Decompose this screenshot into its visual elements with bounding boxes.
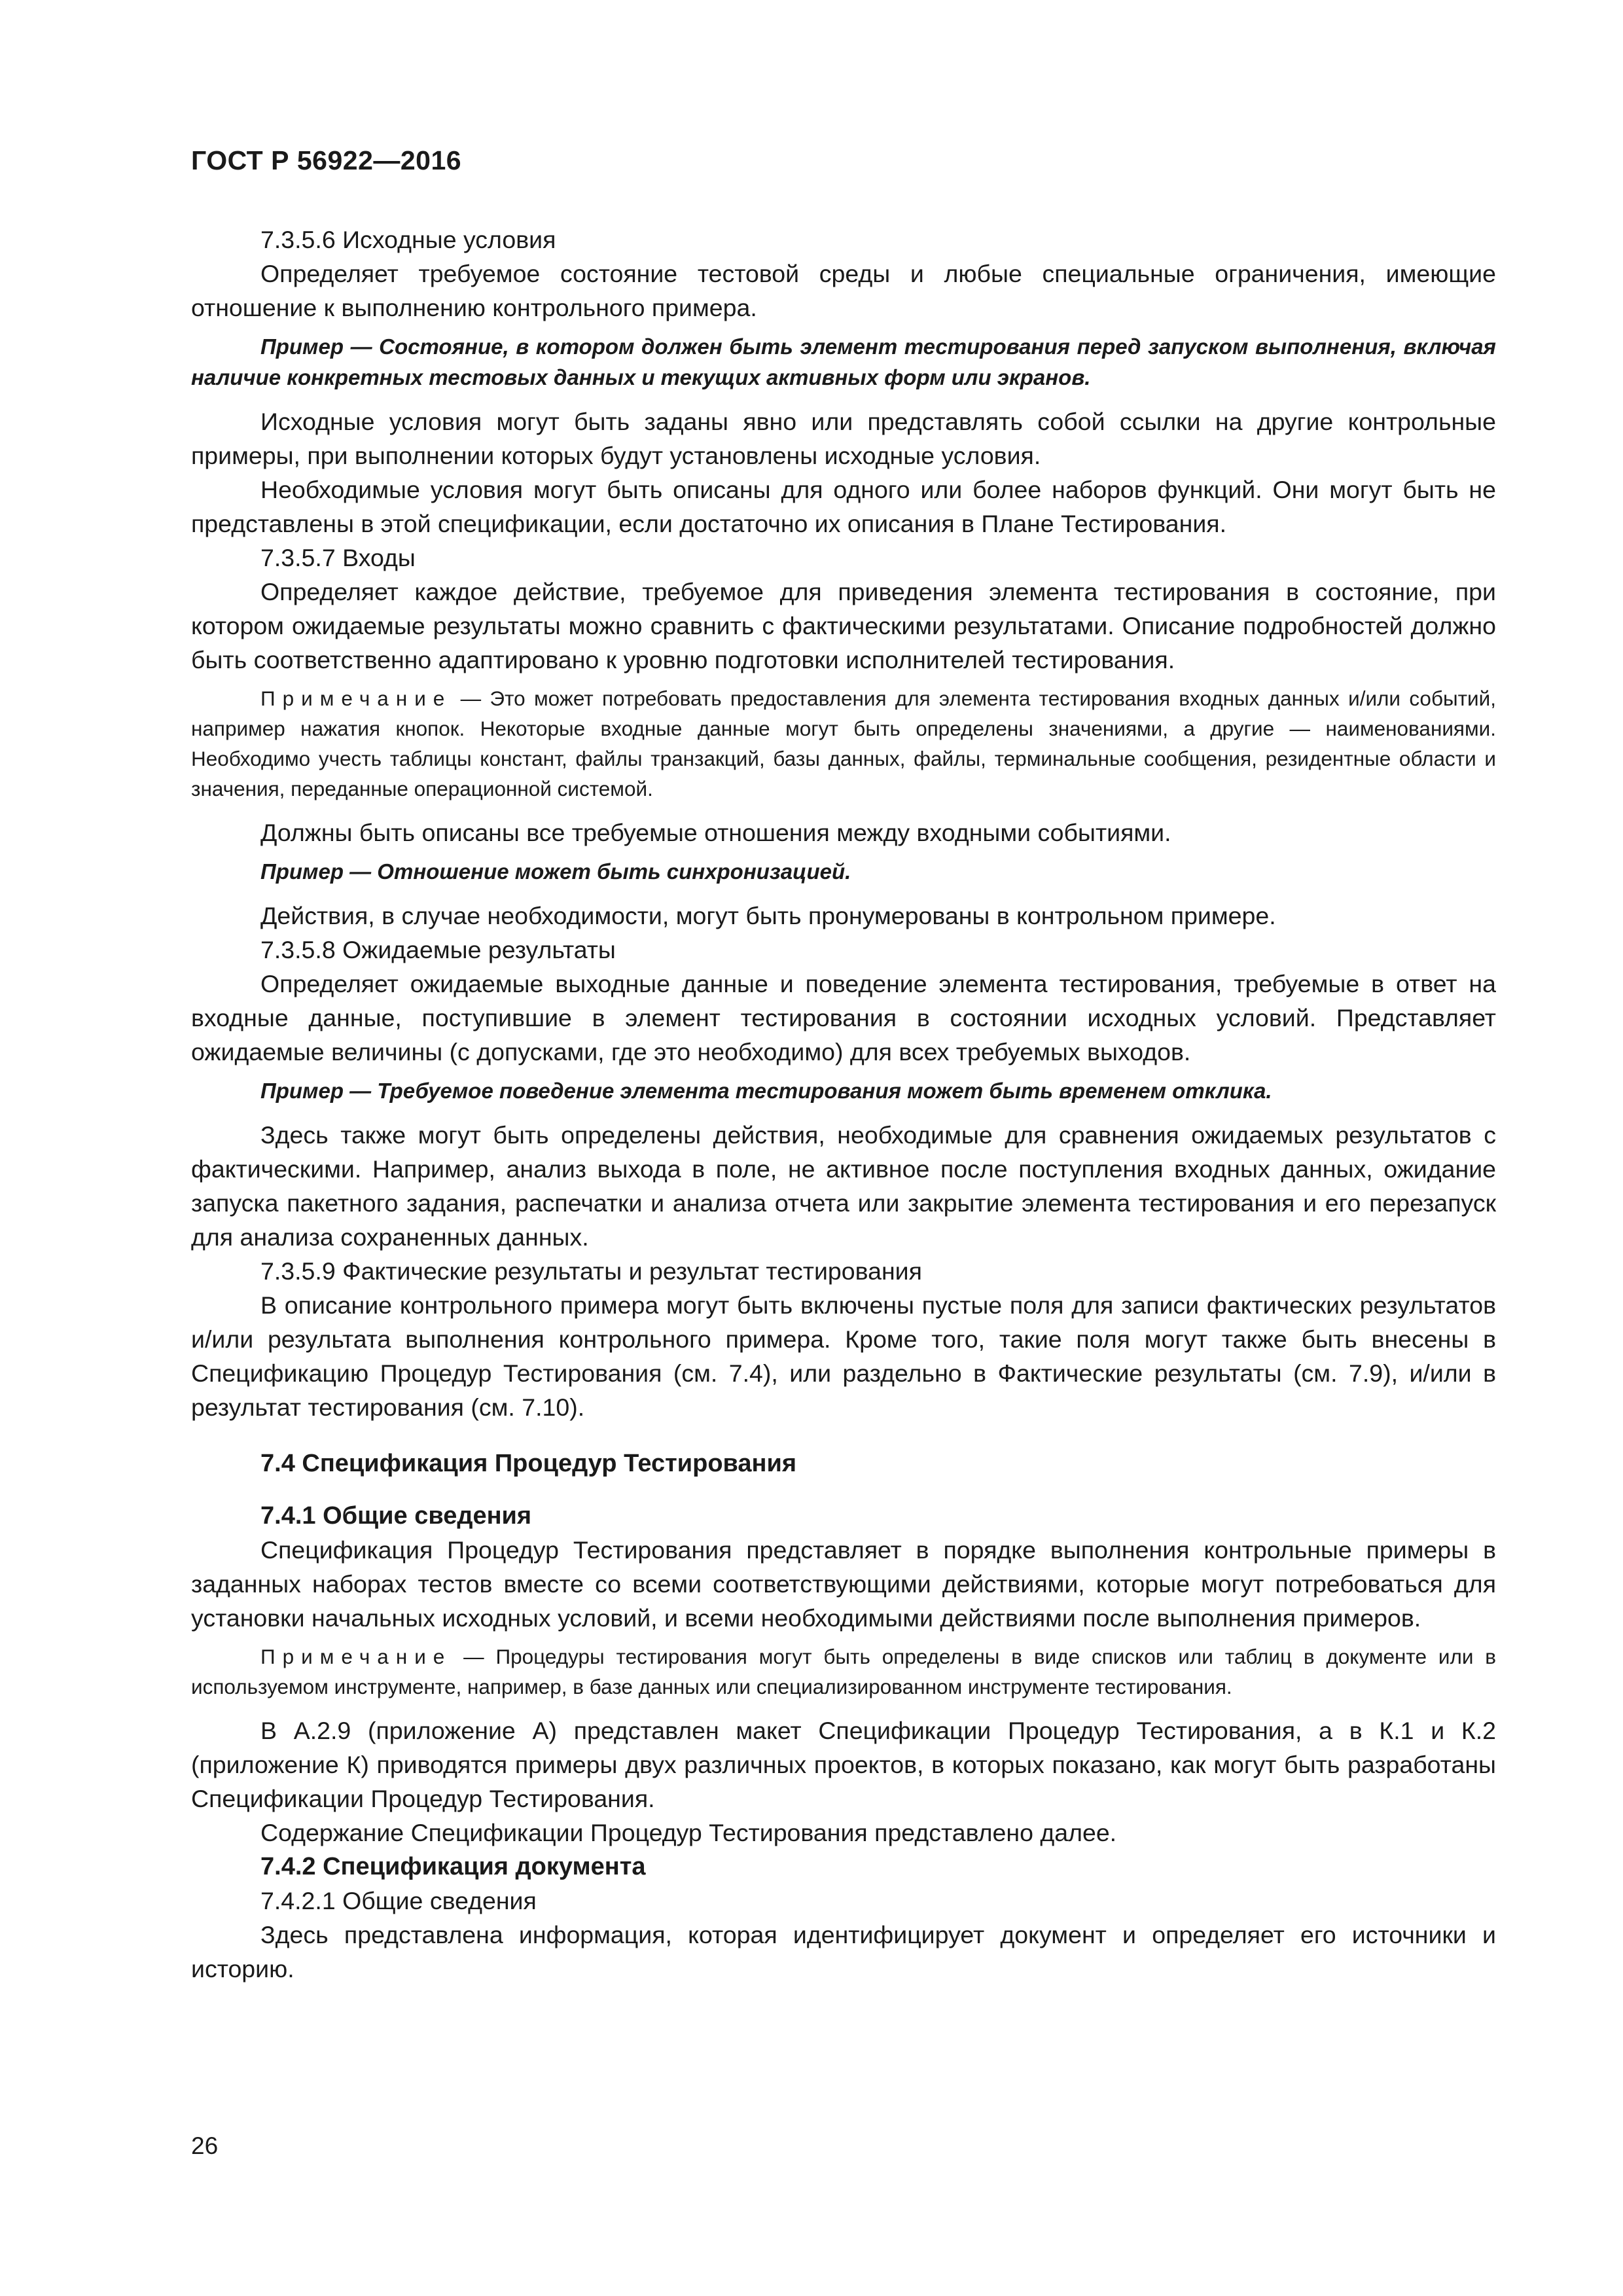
paragraph: Здесь представлена информация, которая идентифицирует документ и определяет его источники и историю. <box>191 1921 1496 1982</box>
standard-header: ГОСТ Р 56922—2016 <box>191 145 462 175</box>
example-text: Пример — Состояние, в котором должен быть элемент тестирования перед запуском выполнения, включая наличие конкретных тестовых данных и текущих активных форм или экранов. <box>191 334 1496 389</box>
note-text: — Процедуры тестирования могут быть определены в виде списков или таблиц в документе или в используемом инструменте, например, в базе данных или специализированном инструменте тестирования. <box>191 1645 1496 1698</box>
paragraph: Определяет каждое действие, требуемое для приведения элемента тестирования в состояние, при котором ожидаемые результаты можно сравнить с фактическими результатами. Описание подробностей должно быть соответственно адаптировано к уровню подготовки исполнителей тестирования. <box>191 578 1496 673</box>
paragraph: Исходные условия могут быть заданы явно или представлять собой ссылки на другие контрольные примеры, при выполнении которых будут установлены исходные условия. <box>191 408 1496 469</box>
note-text: — Это может потребовать предоставления для элемента тестирования входных данных и/или событий, например нажатия кнопок. Некоторые входные данные могут быть определены значениями, а другие — наименованиями. Необходимо учесть таблицы констант, файлы транзакций, базы данных, файлы, терминальные сообщения, резидентные области и значения, переданные операционной системой. <box>191 687 1496 800</box>
clause-number: 7.3.5.7 Входы <box>260 544 416 571</box>
note-label: Примечание <box>260 1645 452 1668</box>
page-number: 26 <box>191 2132 219 2159</box>
note <box>191 1641 1496 1702</box>
clause-number: 7.3.5.6 Исходные условия <box>260 226 556 253</box>
paragraph: В описание контрольного примера могут быть включены пустые поля для записи фактических результатов и/или результата выполнения контрольного примера. Кроме того, такие поля могут также быть внесены в Спецификацию Процедур Тестирования (см. 7.4), или раздельно в Фактические результаты (см. 7.9), и/или в результат тестирования (см. 7.10). <box>191 1291 1496 1421</box>
paragraph: Действия, в случае необходимости, могут быть пронумерованы в контрольном примере. <box>260 902 1276 929</box>
subsection-heading: 7.4.1 Общие сведения <box>260 1502 532 1530</box>
subsection-heading: 7.4.2 Спецификация документа <box>260 1853 646 1880</box>
page-content <box>191 223 1496 1986</box>
paragraph: В А.2.9 (приложение А) представлен макет Спецификации Процедур Тестирования, а в К.1 и К.2 (приложение К) приводятся примеры двух различных проектов, в которых показано, как могут быть разработаны Спецификации Процедур Тестирования. <box>191 1717 1496 1812</box>
example-text: Пример — Требуемое поведение элемента тестирования может быть временем отклика. <box>260 1079 1272 1103</box>
note <box>191 683 1496 804</box>
section-heading: 7.4 Спецификация Процедур Тестирования <box>260 1450 797 1477</box>
note-label: Примечание <box>260 687 452 710</box>
example-text: Пример — Отношение может быть синхронизацией. <box>260 859 851 884</box>
paragraph: Содержание Спецификации Процедур Тестирования представлено далее. <box>260 1819 1117 1846</box>
paragraph: Должны быть описаны все требуемые отношения между входными событиями. <box>260 819 1171 846</box>
paragraph: Необходимые условия могут быть описаны для одного или более наборов функций. Они могут быть не представлены в этой спецификации, если достаточно их описания в Плане Тестирования. <box>191 476 1496 537</box>
clause-number: 7.4.2.1 Общие сведения <box>260 1887 537 1914</box>
paragraph: Определяет ожидаемые выходные данные и поведение элемента тестирования, требуемые в ответ на входные данные, поступившие в элемент тестирования в состоянии исходных условий. Представляет ожидаемые величины (с допусками, где это необходимо) для всех требуемых выходов. <box>191 970 1496 1066</box>
paragraph: Определяет требуемое состояние тестовой среды и любые специальные ограничения, имеющие отношение к выполнению контрольного примера. <box>191 260 1496 321</box>
paragraph: Здесь также могут быть определены действия, необходимые для сравнения ожидаемых результатов с фактическими. Например, анализ выхода в поле, не активное после поступления входных данных, ожидание запуска пакетного задания, распечатки и анализа отчета или закрытие элемента тестирования и его перезапуск для анализа сохраненных данных. <box>191 1121 1496 1251</box>
clause-number: 7.3.5.9 Фактические результаты и результат тестирования <box>260 1257 922 1285</box>
clause-number: 7.3.5.8 Ожидаемые результаты <box>260 936 616 963</box>
paragraph: Спецификация Процедур Тестирования представляет в порядке выполнения контрольные примеры в заданных наборах тестов вместе со всеми соответствующими действиями, которые могут потребоваться для установки начальных исходных условий, и всеми необходимыми действиями после выполнения примеров. <box>191 1536 1496 1632</box>
